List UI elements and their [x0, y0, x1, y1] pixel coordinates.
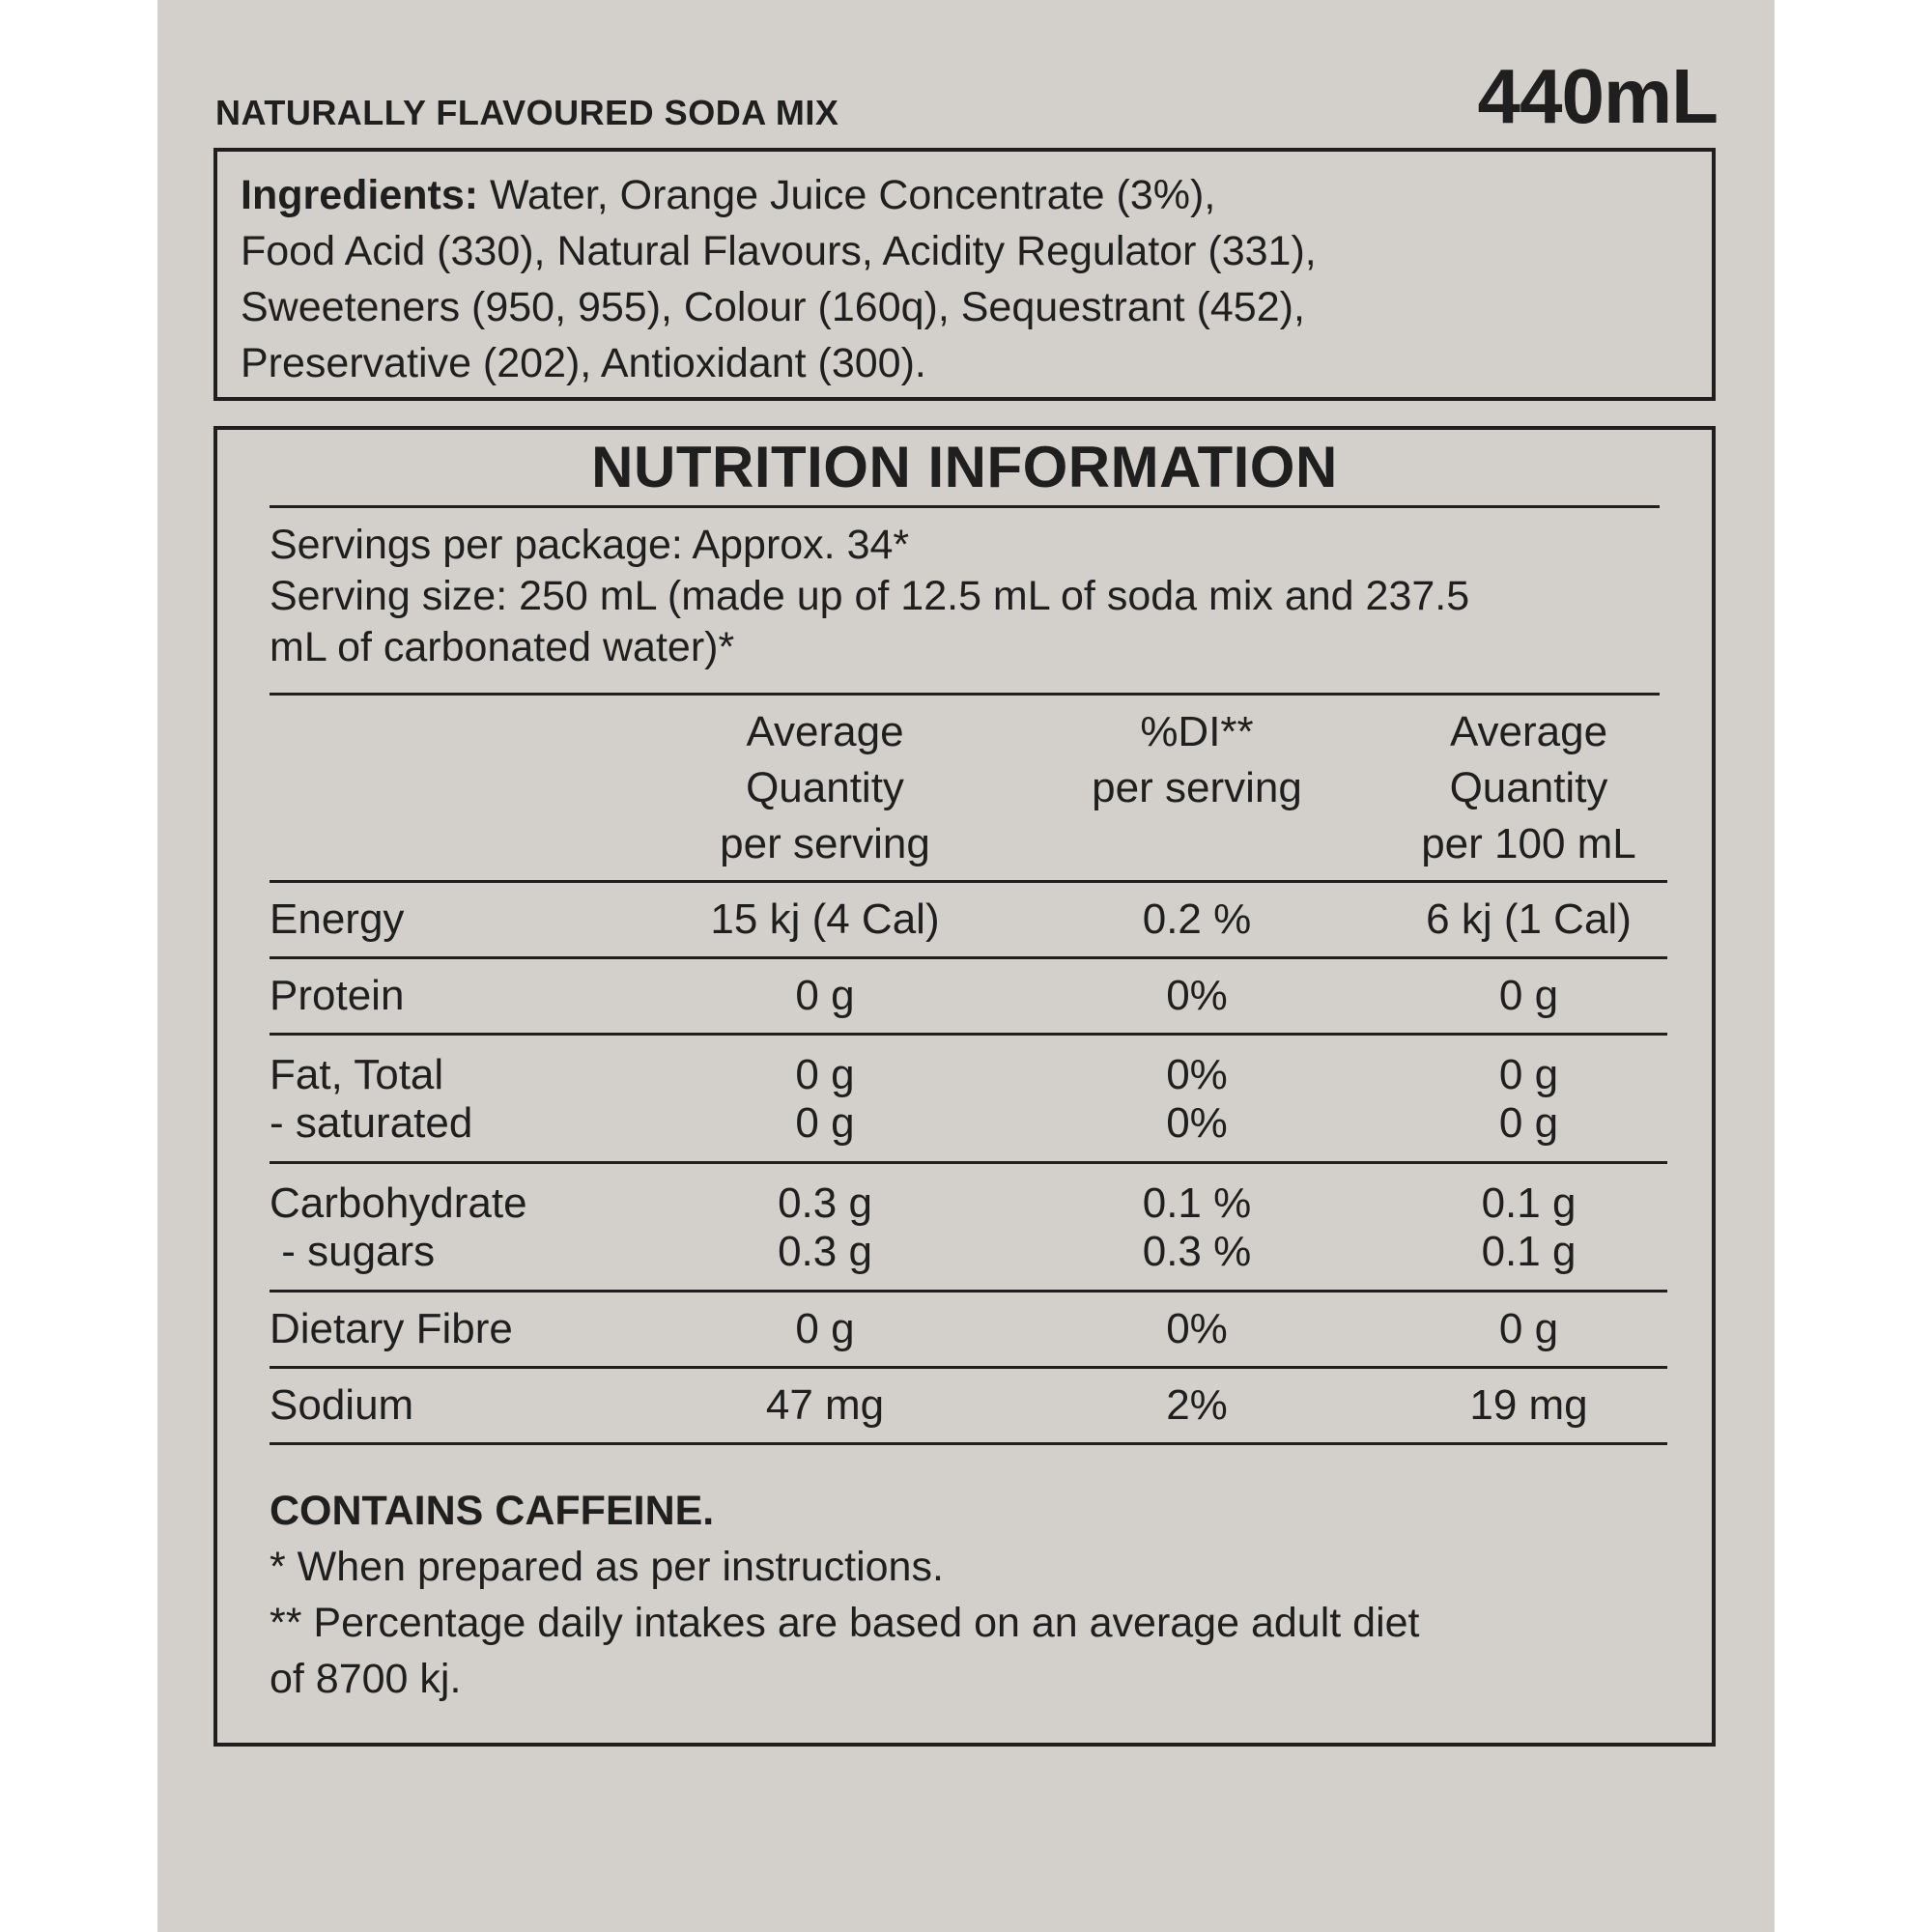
- value-per-100ml: 0 g: [1498, 1305, 1559, 1352]
- value-di: 0%: [1166, 972, 1228, 1019]
- table-row: [270, 1368, 1667, 1444]
- serving-info: [270, 520, 1660, 673]
- header-per-serving: [646, 704, 1004, 882]
- ingredients-heading: Ingredients:: [241, 172, 479, 218]
- header-per-serving-line: Average: [746, 708, 904, 755]
- value-di: 0.3 %: [1142, 1228, 1252, 1275]
- ingredients-line-3: Sweeteners (950, 955), Colour (160q), Sequestrant (452),: [241, 284, 1305, 330]
- nutrient-name: Sodium: [270, 1368, 646, 1444]
- value-per-serving: 47 mg: [646, 1368, 1004, 1444]
- value-per-serving: 0 g: [795, 972, 855, 1019]
- value-per-serving: 0 g: [795, 1305, 855, 1352]
- caffeine-notice: CONTAINS CAFFEINE.: [270, 1488, 715, 1534]
- value-per-100ml: 0 g: [1498, 1051, 1559, 1098]
- nutrition-title: NUTRITION INFORMATION: [270, 430, 1660, 508]
- header-per-100ml-line: per 100 mL: [1421, 820, 1636, 867]
- value-di: 0.2 %: [1142, 895, 1252, 943]
- ingredients-line-2: Food Acid (330), Natural Flavours, Acidity Regulator (331),: [241, 228, 1317, 274]
- nutrient-name: Fat, Total: [270, 1051, 444, 1098]
- table-row: [270, 1228, 1667, 1292]
- value-per-serving: 0.3 g: [778, 1228, 872, 1275]
- ingredients-line-1: [241, 167, 1689, 223]
- header-di-line: per serving: [1092, 764, 1302, 811]
- footnote-2-line-1: ** Percentage daily intakes are based on an average adult diet: [270, 1600, 1420, 1646]
- value-per-100ml: 6 kj (1 Cal): [1426, 895, 1632, 943]
- serving-size-line-1: Serving size: 250 mL (made up of 12.5 mL of soda mix and 237.5: [270, 573, 1470, 619]
- value-per-serving: 0 g: [795, 1099, 855, 1147]
- header-nutrient: [270, 704, 646, 882]
- value-per-serving: 0.3 g: [778, 1179, 872, 1227]
- value-per-100ml: 0 g: [1498, 1099, 1559, 1147]
- nutrient-name: - sugars: [270, 1228, 436, 1275]
- nutrient-name: Carbohydrate: [270, 1179, 527, 1227]
- value-di: 2%: [1004, 1368, 1390, 1444]
- header-per-100ml-line: Average: [1449, 708, 1608, 755]
- table-row: [270, 882, 1667, 958]
- header-di-line: %DI**: [1140, 708, 1254, 755]
- nutrient-name: Dietary Fibre: [270, 1305, 513, 1352]
- header-per-serving-line: Quantity: [746, 764, 904, 811]
- footer-notes: [270, 1483, 1660, 1707]
- table-row: [270, 1292, 1667, 1368]
- value-di: 0.1 %: [1142, 1179, 1252, 1227]
- nutrient-name: Energy: [270, 895, 405, 943]
- value-per-serving: 15 kj (4 Cal): [710, 895, 940, 943]
- volume-label: 440mL: [1477, 53, 1718, 139]
- product-title: NATURALLY FLAVOURED SODA MIX: [215, 93, 839, 132]
- header-di: [1004, 704, 1390, 882]
- table-row: [270, 958, 1667, 1035]
- servings-per-package: Servings per package: Approx. 34*: [270, 522, 910, 568]
- value-per-100ml: 19 mg: [1390, 1368, 1667, 1444]
- table-row: [270, 1099, 1667, 1163]
- value-di: 0%: [1166, 1305, 1228, 1352]
- nutrition-panel: [213, 426, 1716, 1747]
- value-per-100ml: 0.1 g: [1481, 1228, 1577, 1275]
- table-row: [270, 1035, 1667, 1100]
- value-per-100ml: 0 g: [1498, 972, 1559, 1019]
- header-per-100ml: [1390, 704, 1667, 882]
- ingredients-text-1: Water, Orange Juice Concentrate (3%),: [478, 172, 1216, 218]
- nutrient-name: Protein: [270, 972, 405, 1019]
- header-per-serving-line: per serving: [720, 820, 930, 867]
- nutrition-table: [270, 704, 1667, 1445]
- value-per-serving: 0 g: [795, 1051, 855, 1098]
- divider: [270, 693, 1660, 696]
- value-per-100ml: 0.1 g: [1481, 1179, 1577, 1227]
- nutrient-name: - saturated: [270, 1099, 473, 1147]
- ingredients-box: [213, 148, 1716, 401]
- footnote-2-line-2: of 8700 kj.: [270, 1656, 462, 1702]
- table-row: [270, 1163, 1667, 1229]
- value-di: 0%: [1166, 1099, 1228, 1147]
- ingredients-line-4: Preservative (202), Antioxidant (300).: [241, 340, 926, 386]
- table-header-row: [270, 704, 1667, 882]
- value-di: 0%: [1166, 1051, 1228, 1098]
- header-per-100ml-line: Quantity: [1449, 764, 1608, 811]
- serving-size-line-2: mL of carbonated water)*: [270, 624, 735, 670]
- footnote-1: * When prepared as per instructions.: [270, 1544, 944, 1590]
